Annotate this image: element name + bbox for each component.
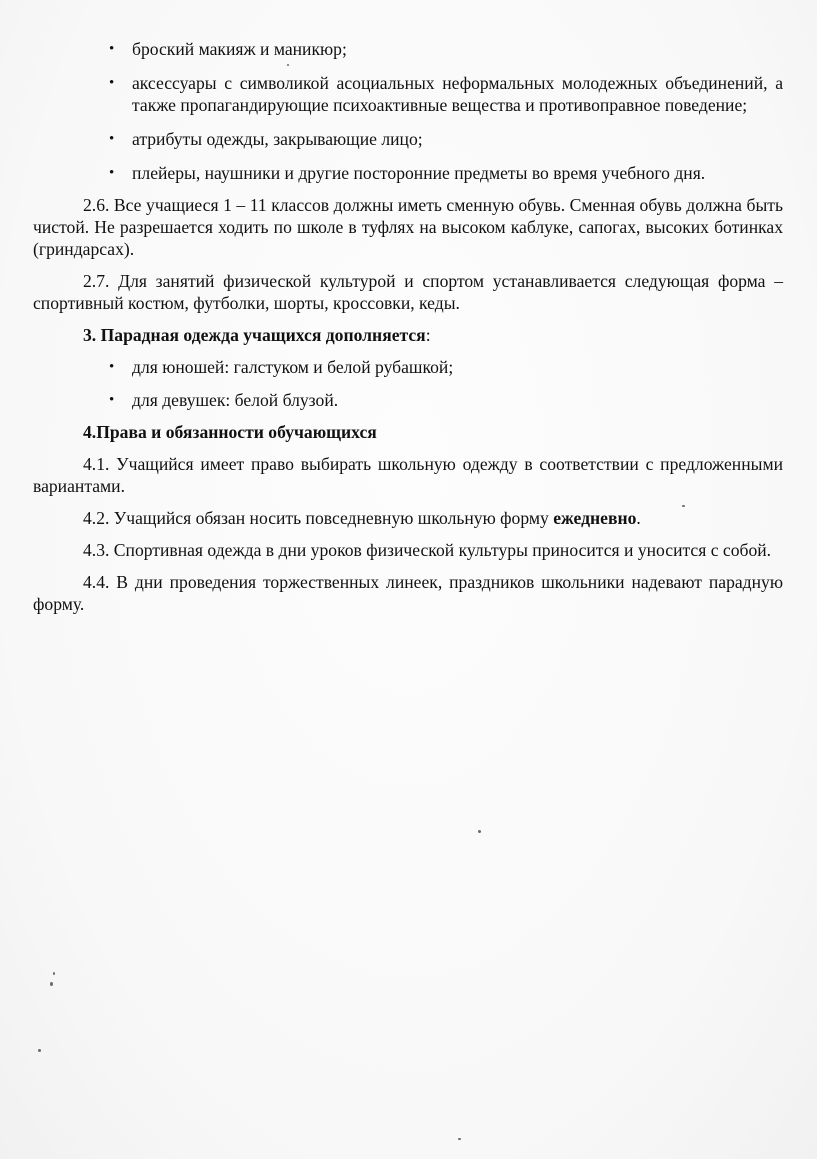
scan-speck bbox=[458, 1138, 461, 1140]
paragraph-4-2-text: 4.2. Учащийся обязан носить повседневную школьную форму bbox=[83, 508, 554, 528]
section-4-heading: 4.Права и обязанности обучающихся bbox=[83, 422, 377, 442]
list-item-text: для юношей: галстуком и белой рубашкой; bbox=[132, 357, 454, 377]
list-item bbox=[33, 38, 783, 60]
scan-speck bbox=[38, 1049, 41, 1052]
bullet-icon: • bbox=[109, 392, 115, 408]
bullet-list-prohibited bbox=[33, 38, 783, 184]
bullet-icon: • bbox=[109, 359, 115, 375]
list-item-text: плейеры, наушники и другие посторонние предметы во время учебного дня. bbox=[132, 163, 706, 183]
list-item bbox=[33, 128, 783, 150]
scan-speck bbox=[478, 830, 481, 833]
paragraph-4-3: 4.3. Спортивная одежда в дни уроков физической культуры приносится и уносится с собой. bbox=[83, 540, 772, 560]
bullet-icon: • bbox=[109, 75, 115, 91]
list-item bbox=[33, 356, 783, 378]
scan-speck bbox=[50, 982, 53, 986]
paragraph-4-1: 4.1. Учащийся имеет право выбирать школьную одежду в соответствии с предложенными вариантами. bbox=[33, 454, 783, 496]
document-body bbox=[33, 38, 783, 625]
list-item-text: атрибуты одежды, закрывающие лицо; bbox=[132, 129, 423, 149]
paragraph-4-4: 4.4. В дни проведения торжественных линеек, праздников школьники надевают парадную форму. bbox=[33, 572, 783, 614]
bullet-list-parade bbox=[33, 356, 783, 411]
paragraph-4-2-end: . bbox=[636, 508, 641, 528]
bullet-icon: • bbox=[109, 131, 115, 147]
section-3-colon: : bbox=[425, 325, 431, 345]
list-item bbox=[33, 162, 783, 184]
list-item-text: броский макияж и маникюр; bbox=[132, 39, 347, 59]
list-item-text: для девушек: белой блузой. bbox=[132, 390, 339, 410]
list-item-text: аксессуары с символикой асоциальных неформальных молодежных объединений, а также пропагандирующие психоактивные вещества и противоправное поведение; bbox=[132, 73, 783, 115]
paragraph-4-2-emphasis: ежедневно bbox=[553, 508, 637, 528]
scan-speck bbox=[53, 972, 55, 975]
paragraph-4-2 bbox=[33, 507, 783, 529]
section-3-heading bbox=[33, 324, 783, 346]
paragraph-2-6: 2.6. Все учащиеся 1 – 11 классов должны иметь сменную обувь. Сменная обувь должна быть чистой. Не разрешается ходить по школе в туфлях на высоком каблуке, сапогах, высоких ботинках (гриндарсах). bbox=[33, 195, 783, 259]
bullet-icon: • bbox=[109, 41, 115, 57]
bullet-icon: • bbox=[109, 165, 115, 181]
scan-speck bbox=[287, 64, 289, 66]
section-3-title: 3. Парадная одежда учащихся дополняется bbox=[83, 325, 426, 345]
paragraph-2-7: 2.7. Для занятий физической культурой и спортом устанавливается следующая форма – спортивный костюм, футболки, шорты, кроссовки, кеды. bbox=[33, 271, 783, 313]
scan-speck bbox=[682, 505, 685, 507]
list-item bbox=[33, 72, 783, 116]
list-item bbox=[33, 389, 783, 411]
